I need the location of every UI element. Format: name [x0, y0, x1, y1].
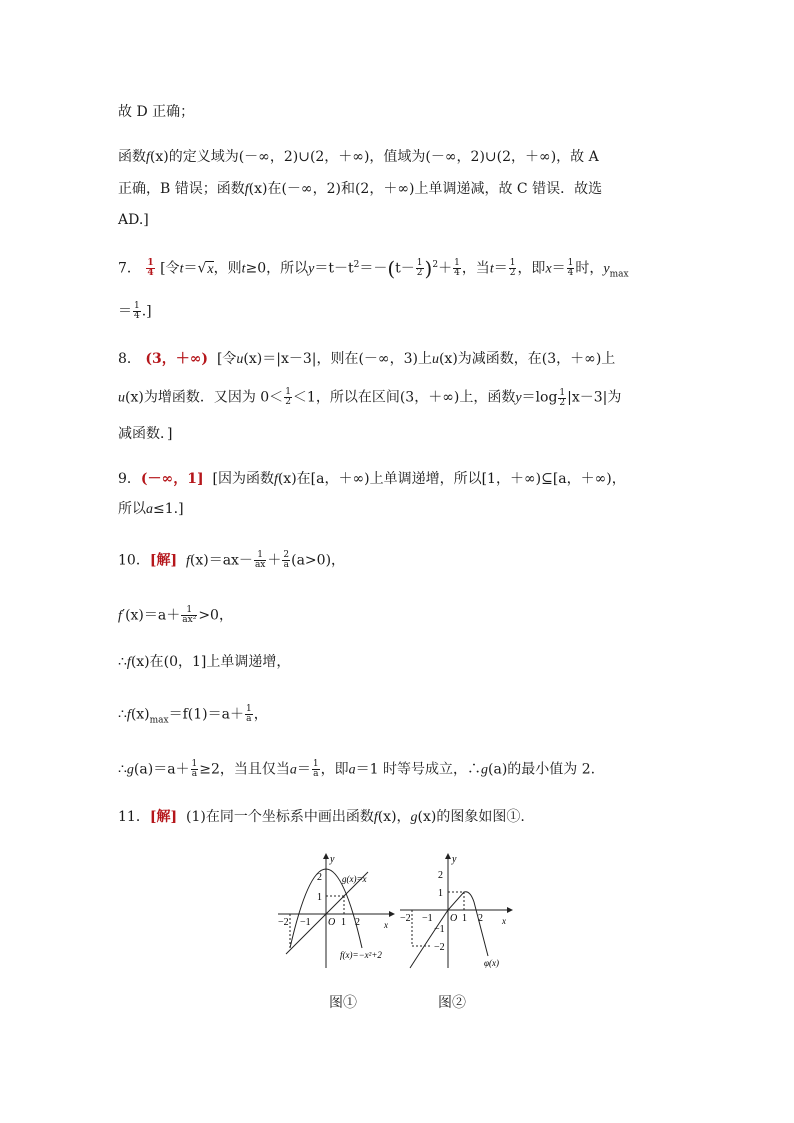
q8-answer: (3，＋∞): [145, 351, 209, 367]
q8-line-2: u(x)为增函数．又因为 0＜ $\frac{1}{2}$ ＜1，所以在区间(3，＋∞)上，函数y＝log $\frac{1}{2}$ |x－3|为: [118, 387, 622, 409]
figure-1: [276, 850, 396, 972]
fig1-tick-xm1: −1: [300, 917, 311, 928]
fig2-tick-y1: 1: [438, 888, 443, 899]
q7-answer: $\frac{1}{4}$: [147, 258, 154, 279]
q8-line-3: 减函数．]: [118, 426, 173, 442]
q6-line-3: 正确，B 错误；函数f(x)在(－∞，2)和(2，＋∞)上单调递减，故 C 错误．故选: [118, 181, 603, 197]
q8-line-1: 8． (3，＋∞) [令u(x)＝|x－3|，则在(－∞，3)上u(x)为减函数，在(3，＋∞)上: [118, 351, 616, 367]
fig1-line-g: [286, 872, 368, 954]
q10-solution-tag: [解]: [149, 552, 178, 569]
fig2-tick-x1: 1: [462, 913, 467, 924]
fig1-tick-xm2: −2: [278, 917, 289, 928]
fig2-tick-x2: 2: [478, 913, 483, 924]
fig1-label-f: f(x)=−x²+2: [340, 950, 382, 960]
q10-line-1: 10．[解] f(x)＝ax－ $\frac{1}{ax}$ ＋ $\frac{2}{a}$ (a>0)，: [118, 550, 346, 570]
q9-line-1: 9．(－∞，1] [因为函数f(x)在[a，＋∞)上单调递增，所以[1，＋∞)⊆[a，＋∞)，: [118, 471, 626, 487]
fig1-tick-y1: 1: [317, 892, 322, 903]
q11-line-1: 11．[解] (1)在同一个坐标系中画出函数f(x)，g(x)的图象如图①.: [118, 809, 525, 825]
q6-line-4: AD.]: [118, 212, 149, 228]
figure-1-caption: 图①: [329, 995, 357, 1011]
q10-line-3: ∴f(x)在(0，1]上单调递增，: [118, 654, 291, 670]
fig2-y-label: y: [452, 854, 457, 865]
fig2-tick-xm2: −2: [400, 913, 411, 924]
fig2-tick-xm1: −1: [422, 913, 433, 924]
fig2-tick-y2: 2: [438, 870, 443, 881]
q7-line-1: 7． $\frac{1}{4}$ [令t＝√x，则t≥0，所以$y=t-t^2=-(t-$ $\frac{1}{2}$ )$^2$＋ $\frac{1}{4}$ ，当t＝ $\frac{1}{2}$ ，即x＝ $\frac{1}{4}$ 时，$y_{max}$: [118, 256, 629, 281]
fig1-tick-x1: 1: [341, 917, 346, 928]
fig1-y-label: y: [330, 854, 335, 865]
q10-line-5: ∴g(a)＝a＋ $\frac{1}{a}$ ≥2，当且仅当a＝ $\frac{1}{a}$ ，即a＝1 时等号成立，∴g(a)的最小值为 2.: [118, 759, 596, 779]
fig1-tick-y2: 2: [317, 872, 322, 883]
q10-line-2: f′(x)＝a＋ $\frac{1}{\text{ax²}}$ >0，: [118, 605, 233, 625]
q6-line-1: 故 D 正确；: [118, 104, 195, 120]
figure-2-caption: 图②: [438, 995, 466, 1011]
q7-line-2: ＝ $\frac{1}{4}$ .]: [118, 301, 152, 321]
fig2-x-label: x: [502, 916, 506, 926]
fig2-curve-phi: [410, 892, 488, 968]
fig2-origin: O: [450, 913, 458, 924]
q10-line-4: $\therefore f(x)_{max}=f(1)=a+$ $\frac{1}{a}$ ，: [118, 704, 268, 726]
q9-answer: (－∞，1]: [140, 471, 204, 487]
fig2-tick-ym2: −2: [434, 942, 445, 953]
fig1-tick-x2: 2: [355, 917, 360, 928]
fig1-origin: O: [328, 917, 336, 928]
q11-solution-tag: [解]: [149, 809, 178, 825]
fig2-tick-ym1: −1: [434, 924, 445, 935]
fig2-label-phi: φ(x): [484, 958, 499, 968]
figure-2: [398, 850, 516, 972]
q6-line-2: 函数f(x)的定义域为(－∞，2)∪(2，＋∞)，值域为(－∞，2)∪(2，＋∞)，故 A: [118, 149, 599, 165]
fig1-x-label: x: [384, 920, 388, 930]
fig1-label-g: g(x)=x: [342, 874, 367, 884]
q9-line-2: 所以a≤1.]: [118, 501, 184, 517]
